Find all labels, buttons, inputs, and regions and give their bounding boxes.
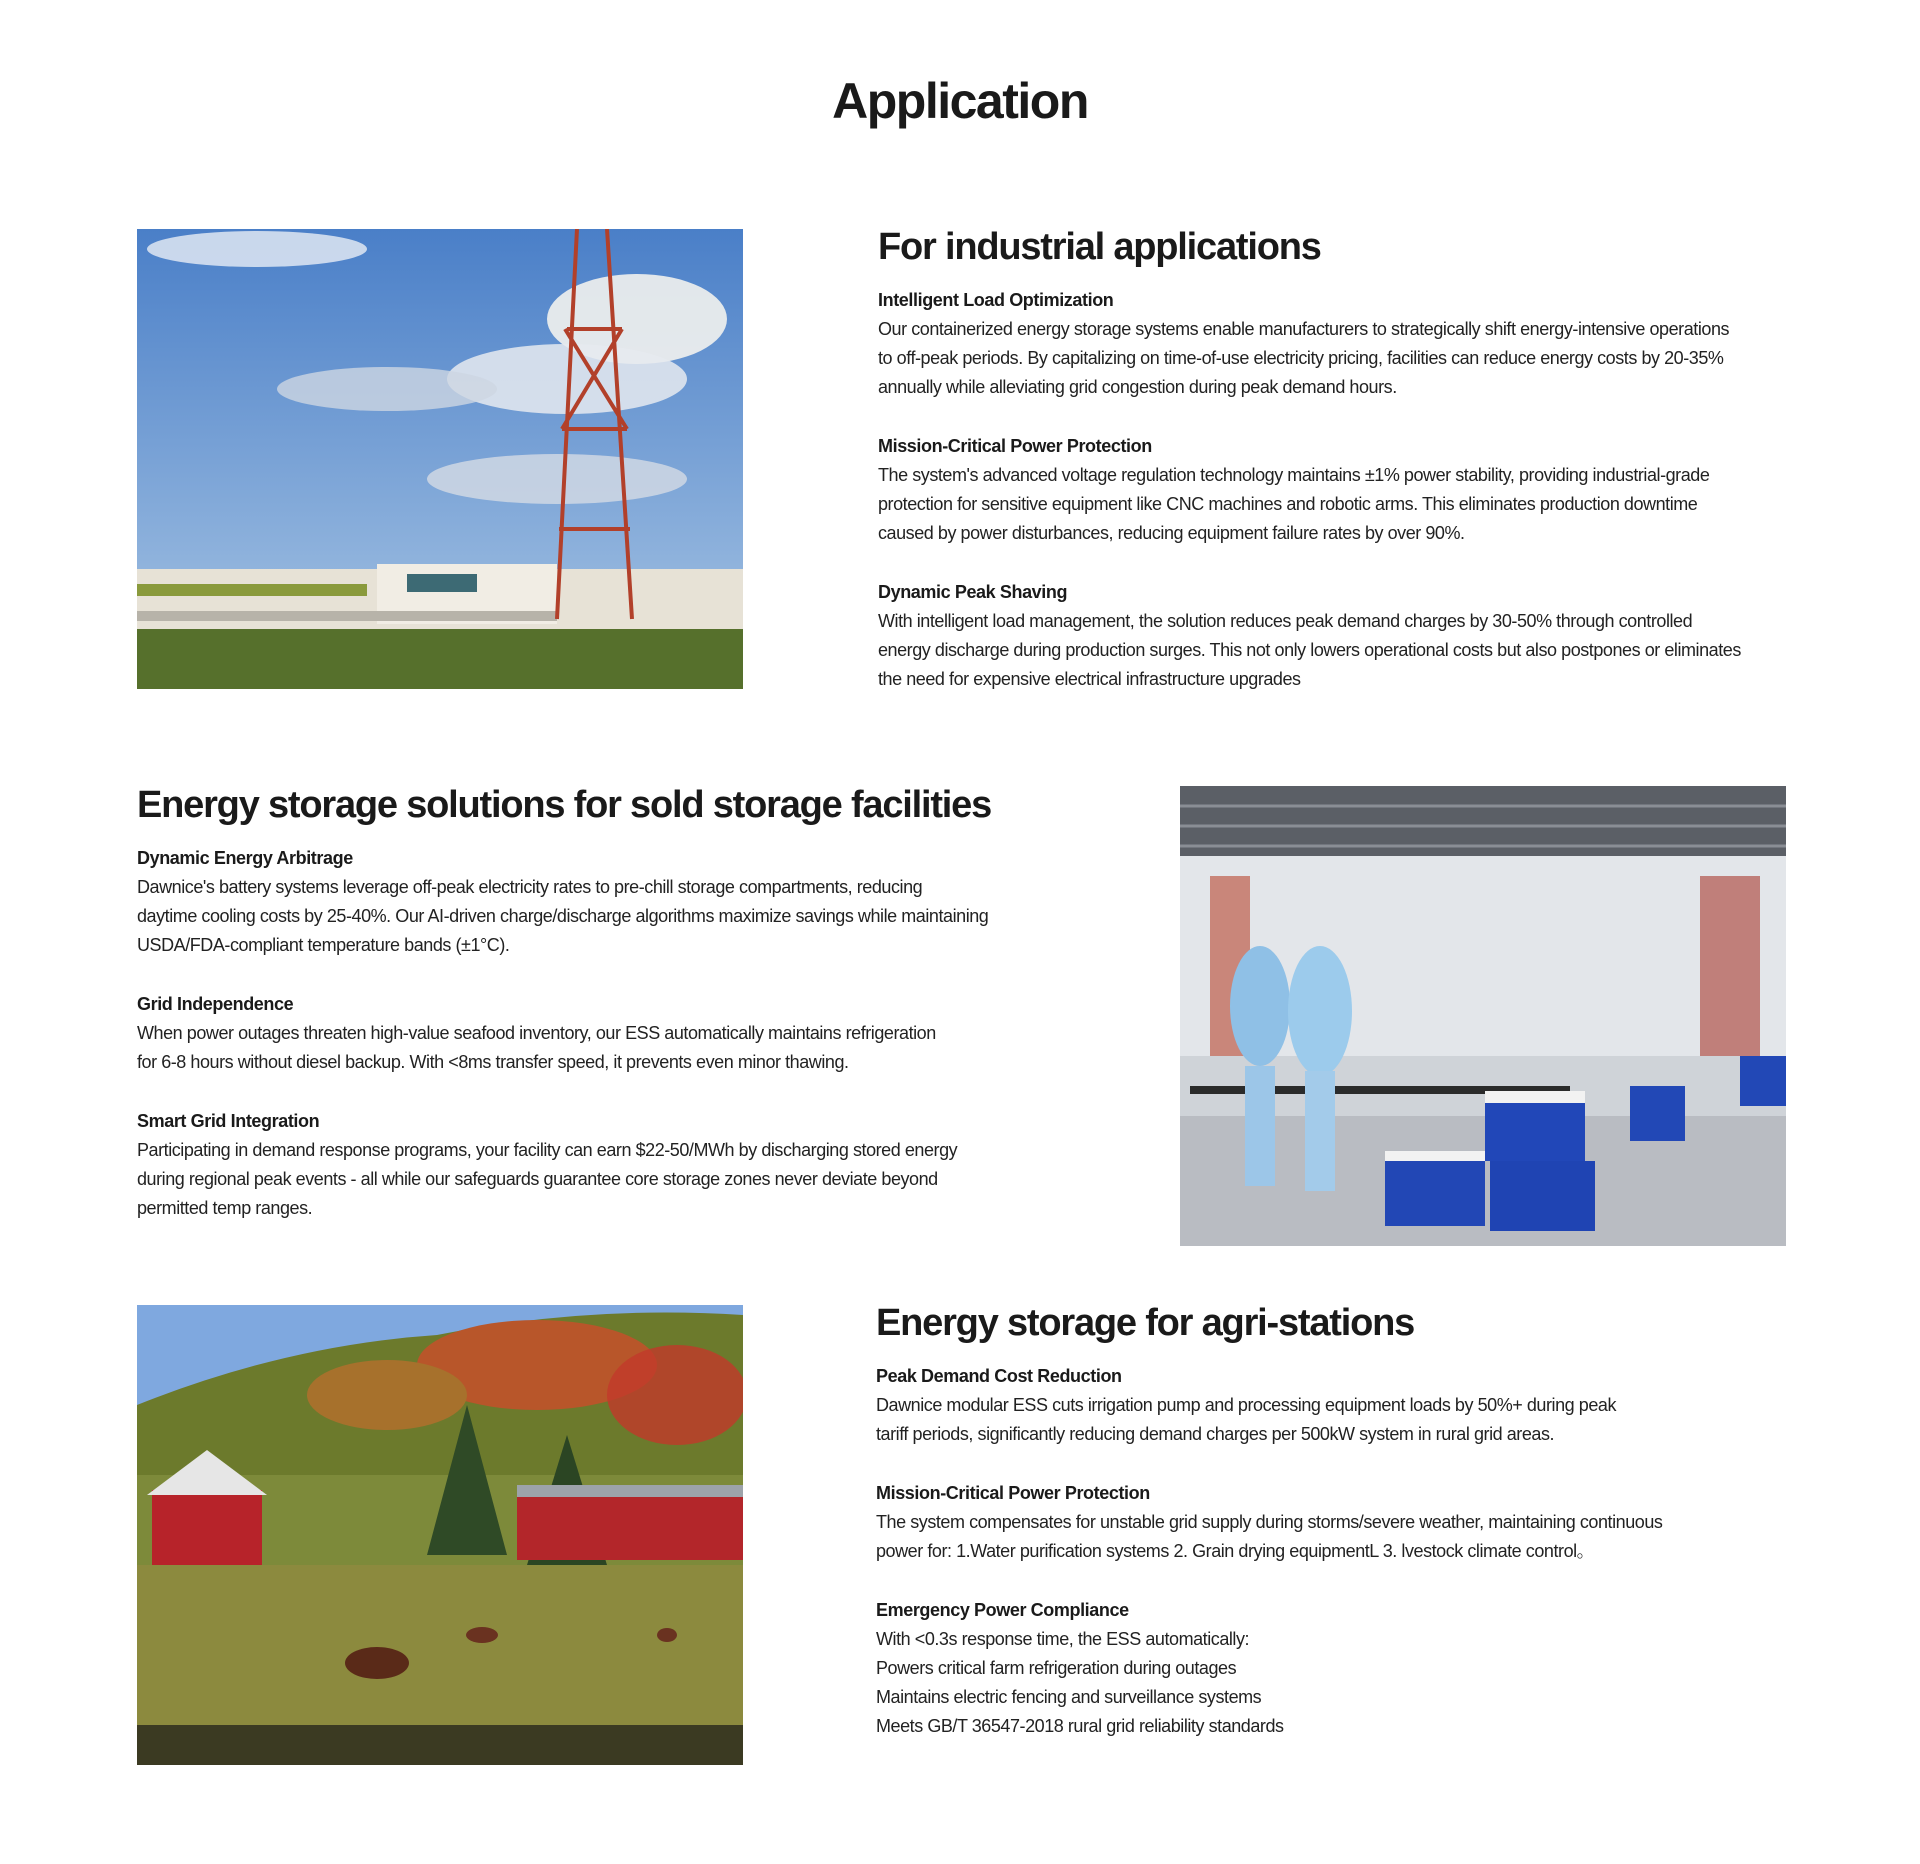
feature-text: When power outages threaten high-value seafood inventory, our ESS automatically maintains refrigeration — [137, 1023, 936, 1043]
feature-block — [878, 432, 1741, 548]
section-heading: For industrial applications — [878, 226, 1321, 268]
feature-title: Mission-Critical Power Protection — [876, 1483, 1150, 1503]
feature-title: Dynamic Energy Arbitrage — [137, 848, 353, 868]
feature-block — [137, 1107, 991, 1223]
feature-text: the need for expensive electrical infrastructure upgrades — [878, 669, 1301, 689]
section-heading: Energy storage solutions for sold storage facilities — [137, 784, 992, 826]
feature-text: Meets GB/T 36547-2018 rural grid reliability standards — [876, 1716, 1284, 1736]
feature-text: energy discharge during production surges. This not only lowers operational costs but also postpones or eliminates — [878, 640, 1741, 660]
feature-title: Grid Independence — [137, 994, 294, 1014]
page-title: Application — [832, 73, 1088, 129]
feature-text: Dawnice modular ESS cuts irrigation pump and processing equipment loads by 50%+ during peak — [876, 1395, 1616, 1415]
feature-text: With intelligent load management, the solution reduces peak demand charges by 30-50% through controlled — [878, 611, 1693, 631]
feature-text: USDA/FDA-compliant temperature bands (±1°C). — [137, 935, 510, 955]
feature-block — [137, 990, 991, 1077]
feature-text: during regional peak events - all while our safeguards guarantee core storage zones never deviate beyond — [137, 1169, 938, 1189]
feature-block — [876, 1596, 1662, 1741]
industrial-facility-photo — [137, 229, 743, 689]
feature-text: permitted temp ranges. — [137, 1198, 313, 1218]
feature-title: Emergency Power Compliance — [876, 1600, 1129, 1620]
feature-text: daytime cooling costs by 25-40%. Our AI-driven charge/discharge algorithms maximize savings while maintaining — [137, 906, 989, 926]
feature-block — [137, 844, 991, 960]
feature-text: The system's advanced voltage regulation technology maintains ±1% power stability, providing industrial-grade — [878, 465, 1710, 485]
feature-block — [878, 578, 1741, 694]
feature-text: Our containerized energy storage systems enable manufacturers to strategically shift energy-intensive operations — [878, 319, 1730, 339]
feature-text: Powers critical farm refrigeration during outages — [876, 1658, 1237, 1678]
cold-storage-section — [137, 782, 991, 1253]
feature-text: Maintains electric fencing and surveillance systems — [876, 1687, 1262, 1707]
feature-title: Smart Grid Integration — [137, 1111, 320, 1131]
feature-title: Intelligent Load Optimization — [878, 290, 1114, 310]
agri-section — [876, 1300, 1662, 1771]
feature-text: tariff periods, significantly reducing demand charges per 500kW system in rural grid areas. — [876, 1424, 1555, 1444]
feature-block — [876, 1479, 1662, 1566]
feature-title: Dynamic Peak Shaving — [878, 582, 1068, 602]
feature-text: Participating in demand response programs, your facility can earn $22-50/MWh by discharging stored energy — [137, 1140, 958, 1160]
feature-text: annually while alleviating grid congestion during peak demand hours. — [878, 377, 1397, 397]
feature-text: protection for sensitive equipment like CNC machines and robotic arms. This eliminates production downtime — [878, 494, 1698, 514]
feature-text: The system compensates for unstable grid supply during storms/severe weather, maintaining continuous — [876, 1512, 1663, 1532]
feature-text: power for: 1.Water purification systems 2. Grain drying equipmentL 3. lvestock climate control。 — [876, 1541, 1595, 1561]
feature-text: to off-peak periods. By capitalizing on time-of-use electricity pricing, facilities can reduce energy costs by 20-35% — [878, 348, 1724, 368]
industrial-section — [878, 224, 1741, 724]
feature-title: Peak Demand Cost Reduction — [876, 1366, 1122, 1386]
farm-photo — [137, 1305, 743, 1765]
feature-block — [876, 1362, 1662, 1449]
feature-text: for 6-8 hours without diesel backup. With <8ms transfer speed, it prevents even minor thawing. — [137, 1052, 849, 1072]
feature-block — [878, 286, 1741, 402]
feature-text: With <0.3s response time, the ESS automatically: — [876, 1629, 1250, 1649]
feature-text: Dawnice's battery systems leverage off-peak electricity rates to pre-chill storage compartments, reducing — [137, 877, 923, 897]
cold-storage-photo — [1180, 786, 1786, 1246]
feature-text: caused by power disturbances, reducing equipment failure rates by over 90%. — [878, 523, 1465, 543]
feature-title: Mission-Critical Power Protection — [878, 436, 1152, 456]
section-heading: Energy storage for agri-stations — [876, 1302, 1415, 1344]
